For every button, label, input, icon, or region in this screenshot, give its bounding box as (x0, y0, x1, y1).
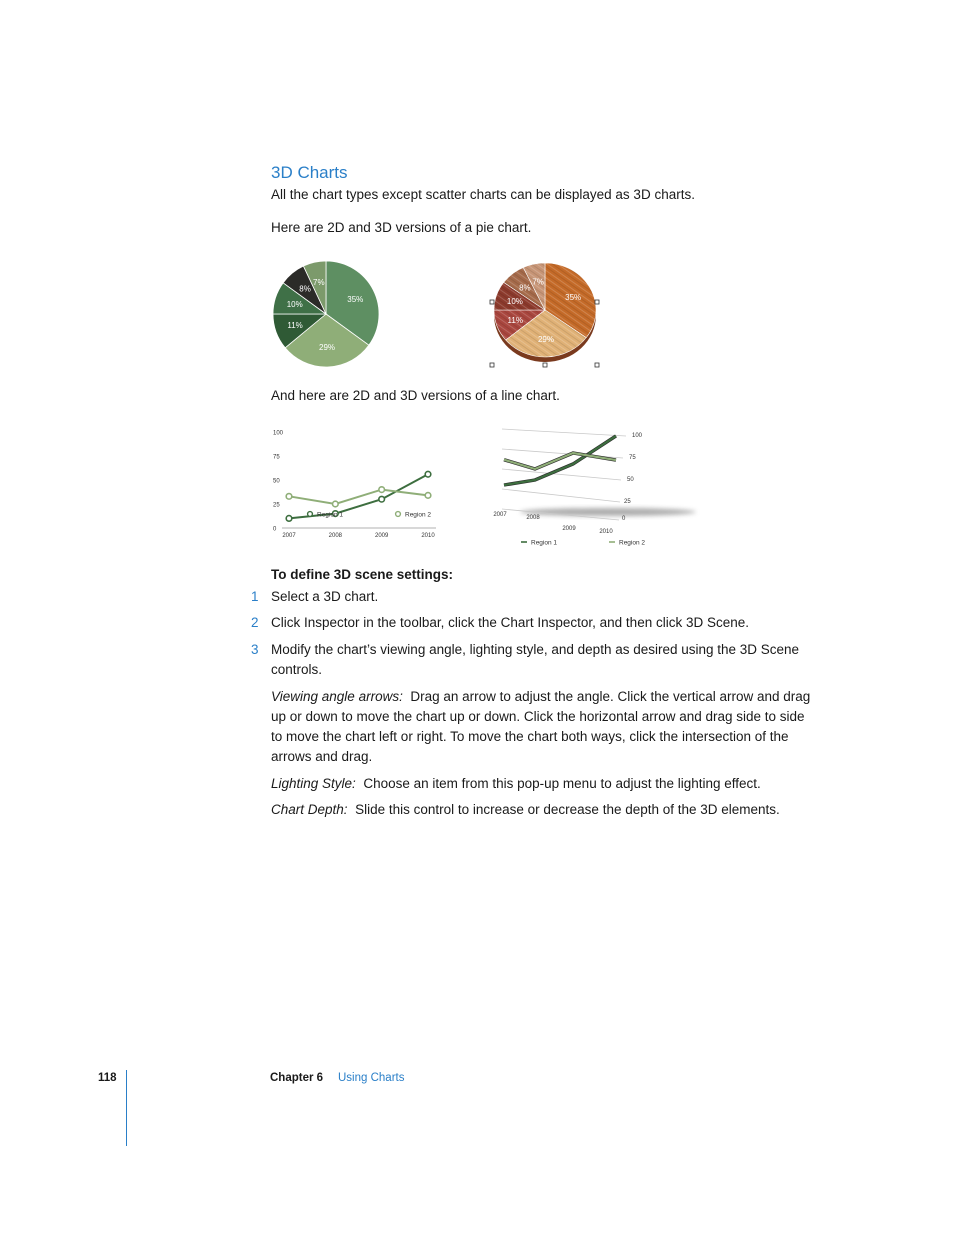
pie2d-slice-label: 35% (347, 295, 364, 305)
series-line-depth (504, 453, 616, 469)
intro-paragraph: All the chart types except scatter charts can be displayed as 3D charts. (271, 187, 695, 202)
x-tick-label: 2008 (328, 533, 343, 539)
data-point (425, 471, 431, 477)
term-description: Slide this control to increase or decrease the depth of the 3D elements. (355, 802, 780, 817)
series-line (289, 490, 428, 504)
y-tick-label: 75 (629, 455, 636, 461)
data-point (379, 496, 385, 502)
page-number: 118 (98, 1072, 117, 1084)
gridline (502, 429, 626, 436)
step-2 (251, 613, 811, 633)
legend-label: Region 1 (531, 539, 558, 547)
term-description: Choose an item from this pop-up menu to adjust the lighting effect. (363, 776, 761, 791)
step-text: Click Inspector in the toolbar, click the Chart Inspector, and then click 3D Scene. (271, 615, 749, 630)
step-text: Modify the chart’s viewing angle, lighting style, and depth as desired using the 3D Scene controls. (271, 642, 800, 677)
legend-label: Region 2 (405, 511, 432, 519)
data-point (286, 494, 292, 500)
procedure-heading: To define 3D scene settings: (271, 567, 454, 582)
y-tick-label: 25 (624, 499, 631, 505)
pie2d-slice-label: 7% (313, 277, 325, 287)
step-1 (251, 587, 811, 607)
line-chart-3d (488, 424, 703, 550)
y-tick-label: 100 (632, 433, 643, 439)
footer-chapter: Chapter 6 (270, 1072, 324, 1084)
y-tick-label: 50 (627, 477, 634, 483)
line-chart-2d (268, 424, 448, 544)
floor-shadow (520, 508, 696, 516)
pie-caption: Here are 2D and 3D versions of a pie chart. (271, 220, 532, 235)
legend-marker (308, 512, 313, 517)
y-tick-label: 25 (273, 502, 280, 509)
pie-chart-2d (270, 258, 385, 373)
selection-handle[interactable] (543, 363, 547, 367)
selection-handle[interactable] (490, 300, 494, 304)
y-tick-label: 0 (273, 526, 277, 533)
x-tick-label: 2010 (421, 533, 435, 539)
legend-marker (396, 512, 401, 517)
term-chart-depth (271, 800, 816, 820)
term-label: Viewing angle arrows: (271, 689, 403, 704)
pie2d-slice-label: 11% (287, 321, 303, 331)
step-text: Select a 3D chart. (271, 589, 379, 604)
pie3d-slice-label: 8% (519, 283, 531, 293)
term-label: Chart Depth: (271, 802, 348, 817)
pie3d-slice-label: 7% (532, 277, 544, 287)
data-point (425, 493, 431, 499)
data-point (379, 487, 385, 493)
pie3d-slice-label: 29% (537, 335, 555, 345)
y-tick-label: 0 (622, 516, 626, 522)
series-line (504, 453, 616, 469)
section-title: 3D Charts (271, 163, 348, 182)
y-tick-label: 75 (273, 454, 280, 461)
step-3 (251, 640, 811, 680)
term-label: Lighting Style: (271, 776, 356, 791)
term-lighting-style (271, 774, 811, 794)
pie3d-slice-label: 10% (506, 296, 523, 306)
x-tick-label: 2010 (599, 529, 613, 535)
pie3d-slice-label: 11% (507, 315, 523, 325)
line-caption: And here are 2D and 3D versions of a line chart. (271, 388, 560, 403)
selection-handle[interactable] (595, 300, 599, 304)
pie2d-slice-label: 29% (319, 342, 336, 352)
selection-handle[interactable] (490, 363, 494, 367)
x-tick-label: 2007 (493, 512, 507, 518)
gridline (502, 489, 620, 502)
pie3d-slice-label: 35% (565, 292, 582, 302)
x-tick-label: 2007 (282, 533, 296, 539)
x-tick-label: 2009 (562, 526, 576, 532)
pie-chart-3d[interactable] (488, 258, 603, 370)
legend-label: Region 1 (317, 511, 344, 519)
step-number: 2 (251, 615, 259, 630)
term-description: Drag an arrow to adjust the angle. Click the vertical arrow and drag up or down to move the chart up or down. Click the horizontal arrow and drag side to side to move the chart left or right. To move the chart both ways, click the intersection of the arrows and drag. (271, 689, 811, 764)
pie2d-slice-label: 8% (299, 284, 311, 294)
legend-label: Region 2 (619, 539, 646, 547)
pie2d-slice-label: 10% (286, 299, 303, 309)
selection-handle[interactable] (595, 363, 599, 367)
step-number: 3 (251, 642, 259, 657)
x-tick-label: 2009 (374, 533, 389, 539)
footer-divider (126, 1070, 127, 1146)
footer-chapter-link[interactable]: Using Charts (338, 1072, 405, 1084)
term-viewing-angle (271, 687, 811, 767)
step-number: 1 (251, 589, 259, 604)
y-tick-label: 50 (273, 478, 280, 485)
y-tick-label: 100 (273, 430, 284, 437)
x-tick-label: 2008 (526, 515, 540, 521)
data-point (286, 516, 292, 522)
data-point (333, 501, 339, 507)
